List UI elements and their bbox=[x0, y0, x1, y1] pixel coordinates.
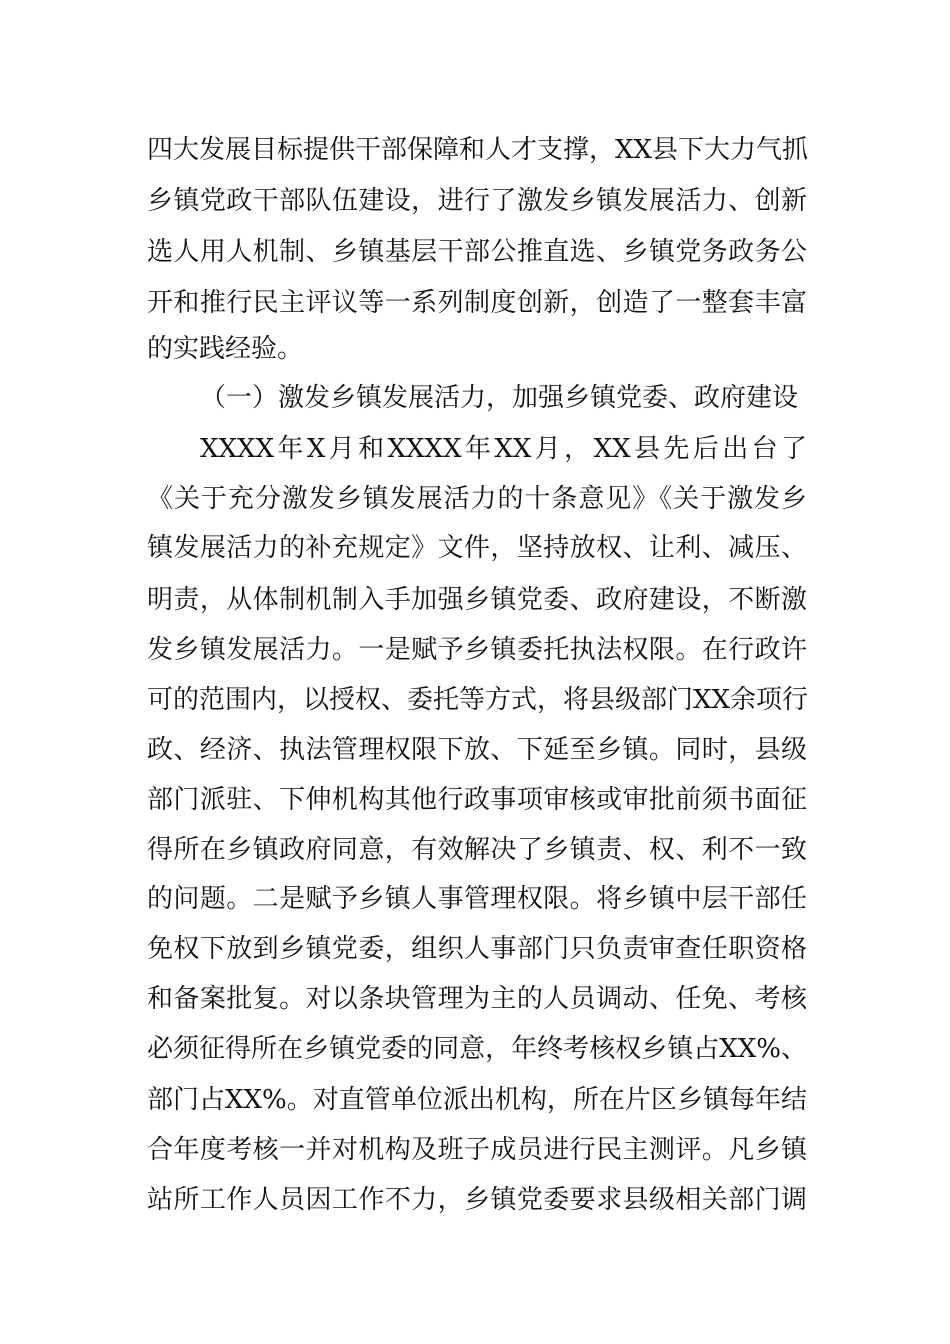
text-line: 必须征得所在乡镇党委的同意，年终考核权乡镇占XX%、 bbox=[147, 1034, 807, 1064]
section-heading: （一）激发乡镇发展活力，加强乡镇党委、政府建设 bbox=[200, 383, 799, 413]
text-line: XXXX年X月和XXXX年XX月，XX县先后出台了 bbox=[200, 434, 807, 464]
text-line: 合年度考核一并对机构及班子成员进行民主测评。凡乡镇 bbox=[147, 1135, 807, 1165]
text-line: 部门派驻、下伸机构其他行政事项审核或审批前须书面征 bbox=[147, 785, 807, 815]
text-line: 可的范围内，以授权、委托等方式，将县级部门XX余项行 bbox=[147, 685, 809, 715]
text-line: 镇发展活力的补充规定》文件，坚持放权、让利、减压、 bbox=[147, 533, 807, 563]
text-line: 得所在乡镇政府同意，有效解决了乡镇责、权、利不一致 bbox=[147, 835, 807, 865]
text-line: 免权下放到乡镇党委，组织人事部门只负责审查任职资格 bbox=[147, 934, 807, 964]
text-line: 的实践经验。 bbox=[147, 334, 304, 364]
text-line: 《关于充分激发乡镇发展活力的十条意见》《关于激发乡 bbox=[147, 484, 807, 514]
text-line: 和备案批复。对以条块管理为主的人员调动、任免、考核 bbox=[147, 984, 807, 1014]
text-line: 站所工作人员因工作不力，乡镇党委要求县级相关部门调 bbox=[147, 1185, 807, 1215]
text-line: 选人用人机制、乡镇基层干部公推直选、乡镇党务政务公 bbox=[147, 237, 807, 267]
text-line: 部门占XX%。对直管单位派出机构，所在片区乡镇每年结 bbox=[147, 1085, 807, 1115]
text-line: 发乡镇发展活力。一是赋予乡镇委托执法权限。在行政许 bbox=[147, 635, 807, 665]
text-line: 开和推行民主评议等一系列制度创新，创造了一整套丰富 bbox=[147, 288, 807, 318]
text-line: 明责，从体制机制入手加强乡镇党委、政府建设，不断激 bbox=[147, 585, 807, 615]
text-line: 乡镇党政干部队伍建设，进行了激发乡镇发展活力、创新 bbox=[147, 186, 807, 216]
text-line: 四大发展目标提供干部保障和人才支撑，XX县下大力气抓 bbox=[147, 135, 809, 165]
text-line: 政、经济、执法管理权限下放、下延至乡镇。同时，县级 bbox=[147, 735, 807, 765]
text-line: 的问题。二是赋予乡镇人事管理权限。将乡镇中层干部任 bbox=[147, 884, 807, 914]
